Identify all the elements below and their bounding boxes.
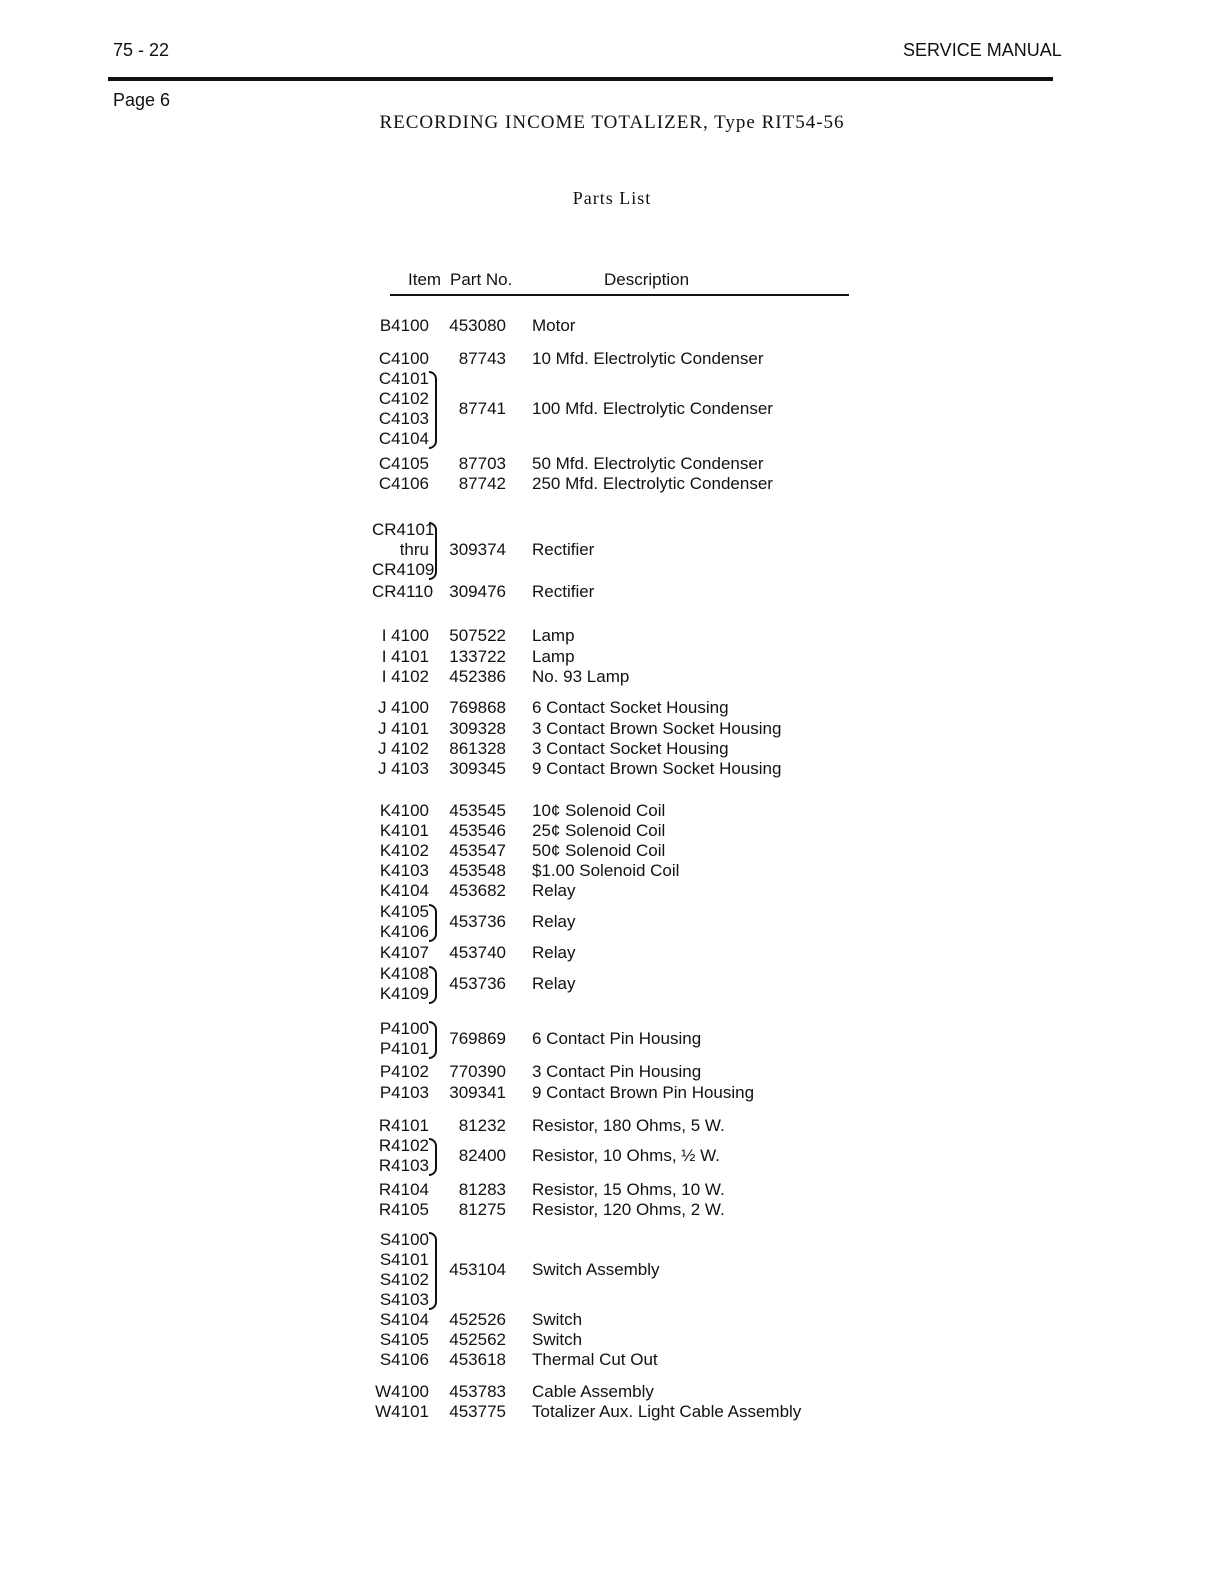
part-number: 309374 — [449, 540, 506, 559]
part-number: 453783 — [449, 1382, 506, 1401]
part-number: 453104 — [449, 1260, 506, 1279]
part-number: 452526 — [449, 1310, 506, 1329]
part-description: 250 Mfd. Electrolytic Condenser — [532, 474, 773, 493]
group-brace — [429, 1021, 437, 1059]
document-number: 75 - 22 — [113, 40, 170, 60]
part-number: 452562 — [449, 1330, 506, 1349]
part-number: 81283 — [458, 1180, 506, 1199]
item-id: K4107 — [379, 943, 429, 962]
group-brace — [429, 1138, 437, 1176]
part-number: 769868 — [449, 698, 506, 717]
part-number: 861328 — [449, 739, 506, 758]
part-number: 81232 — [458, 1116, 506, 1135]
part-description: Relay — [532, 912, 576, 931]
item-id: S4103 — [379, 1290, 429, 1309]
item-id: thru — [399, 540, 429, 559]
item-id: R4103 — [378, 1156, 429, 1175]
part-description: Rectifier — [532, 540, 595, 559]
part-number: 769869 — [449, 1029, 506, 1048]
item-id: C4100 — [378, 349, 429, 368]
item-id: CR4101 — [372, 520, 435, 539]
item-id: S4102 — [379, 1270, 429, 1289]
part-description: Thermal Cut Out — [532, 1350, 658, 1369]
part-number: 453736 — [449, 912, 506, 931]
header-rule — [108, 77, 1053, 81]
item-id: CR4109 — [372, 560, 435, 579]
part-description: 9 Contact Brown Socket Housing — [532, 759, 782, 778]
item-id: P4100 — [379, 1019, 429, 1038]
part-number: 87743 — [458, 349, 506, 368]
part-description: No. 93 Lamp — [532, 667, 630, 686]
item-id: K4100 — [379, 801, 429, 820]
column-header-part-no: Part No. — [450, 270, 513, 289]
part-number: 81275 — [458, 1200, 506, 1219]
part-number: 507522 — [449, 626, 506, 645]
item-id: K4105 — [379, 902, 429, 921]
item-id: C4106 — [378, 474, 429, 493]
item-id: K4103 — [379, 861, 429, 880]
part-number: 453548 — [449, 861, 506, 880]
item-id: I 4101 — [381, 647, 429, 666]
page-label: Page 6 — [113, 90, 171, 110]
part-number: 453545 — [449, 801, 506, 820]
item-id: J 4103 — [377, 759, 429, 778]
part-number: 309476 — [449, 582, 506, 601]
item-id: J 4101 — [377, 719, 429, 738]
manual-title: SERVICE MANUAL — [903, 40, 1062, 60]
item-id: P4102 — [379, 1062, 429, 1081]
part-number: 453618 — [449, 1350, 506, 1369]
item-id: R4104 — [378, 1180, 429, 1199]
part-number: 309345 — [449, 759, 506, 778]
item-id: P4103 — [379, 1083, 429, 1102]
part-description: Resistor, 15 Ohms, 10 W. — [532, 1180, 725, 1199]
item-id: J 4102 — [377, 739, 429, 758]
item-id: R4105 — [378, 1200, 429, 1219]
part-description: Rectifier — [532, 582, 595, 601]
part-description: 6 Contact Pin Housing — [532, 1029, 702, 1048]
part-description: 100 Mfd. Electrolytic Condenser — [532, 399, 773, 418]
part-description: $1.00 Solenoid Coil — [532, 861, 680, 880]
part-description: 25¢ Solenoid Coil — [532, 821, 666, 840]
item-id: K4106 — [379, 922, 429, 941]
part-number: 82400 — [458, 1146, 506, 1165]
part-description: 6 Contact Socket Housing — [532, 698, 729, 717]
document-title: RECORDING INCOME TOTALIZER, Type RIT54-56 — [379, 112, 845, 133]
item-id: K4101 — [379, 821, 429, 840]
part-description: Switch — [532, 1330, 583, 1349]
part-description: Relay — [532, 974, 576, 993]
part-description: 3 Contact Brown Socket Housing — [532, 719, 782, 738]
part-number: 453682 — [449, 881, 506, 900]
item-id: C4103 — [378, 409, 429, 428]
item-id: C4101 — [378, 369, 429, 388]
part-number: 453546 — [449, 821, 506, 840]
part-number: 453775 — [449, 1402, 506, 1421]
item-id: C4105 — [378, 454, 429, 473]
part-number: 87742 — [458, 474, 506, 493]
item-id: P4101 — [379, 1039, 429, 1058]
item-id: R4102 — [378, 1136, 429, 1155]
item-id: S4100 — [379, 1230, 429, 1249]
part-description: 3 Contact Socket Housing — [532, 739, 729, 758]
item-id: I 4100 — [381, 626, 429, 645]
part-description: Switch Assembly — [532, 1260, 660, 1279]
part-description: Relay — [532, 943, 576, 962]
part-description: Totalizer Aux. Light Cable Assembly — [532, 1402, 802, 1421]
item-id: B4100 — [379, 316, 429, 335]
part-description: Resistor, 120 Ohms, 2 W. — [532, 1200, 725, 1219]
column-header-item: Item — [408, 270, 442, 289]
item-id: K4104 — [379, 881, 429, 900]
part-description: 9 Contact Brown Pin Housing — [532, 1083, 755, 1102]
item-id: S4104 — [379, 1310, 429, 1329]
item-id: K4108 — [379, 964, 429, 983]
part-description: Lamp — [532, 647, 575, 666]
part-number: 87703 — [458, 454, 506, 473]
part-description: Relay — [532, 881, 576, 900]
group-brace — [429, 522, 437, 580]
part-description: 50¢ Solenoid Coil — [532, 841, 666, 860]
part-number: 133722 — [449, 647, 506, 666]
item-id: CR4110 — [372, 582, 434, 601]
group-brace — [429, 371, 437, 449]
part-number: 453547 — [449, 841, 506, 860]
part-number: 453080 — [449, 316, 506, 335]
item-id: S4105 — [379, 1330, 429, 1349]
item-id: I 4102 — [381, 667, 429, 686]
item-id: S4106 — [379, 1350, 429, 1369]
part-number: 453740 — [449, 943, 506, 962]
item-id: J 4100 — [377, 698, 429, 717]
item-id: W4101 — [375, 1402, 429, 1421]
section-title: Parts List — [572, 188, 652, 208]
group-brace — [429, 966, 437, 1004]
part-number: 87741 — [458, 399, 506, 418]
item-id: C4102 — [378, 389, 429, 408]
part-number: 309341 — [449, 1083, 506, 1102]
item-id: W4100 — [375, 1382, 429, 1401]
table-header-rule — [390, 294, 849, 296]
group-brace — [429, 904, 437, 942]
part-number: 309328 — [449, 719, 506, 738]
item-id: R4101 — [378, 1116, 429, 1135]
part-description: 50 Mfd. Electrolytic Condenser — [532, 454, 764, 473]
part-description: Cable Assembly — [532, 1382, 654, 1401]
group-brace — [429, 1232, 437, 1310]
column-header-description: Description — [604, 270, 690, 289]
item-id: K4109 — [379, 984, 429, 1003]
part-number: 452386 — [449, 667, 506, 686]
part-description: Switch — [532, 1310, 583, 1329]
item-id: C4104 — [378, 429, 429, 448]
part-description: Motor — [532, 316, 576, 335]
part-number: 770390 — [449, 1062, 506, 1081]
part-description: 3 Contact Pin Housing — [532, 1062, 702, 1081]
part-description: Resistor, 10 Ohms, ½ W. — [532, 1146, 721, 1165]
item-id: S4101 — [379, 1250, 429, 1269]
part-description: Lamp — [532, 626, 575, 645]
item-id: K4102 — [379, 841, 429, 860]
part-number: 453736 — [449, 974, 506, 993]
part-description: Resistor, 180 Ohms, 5 W. — [532, 1116, 725, 1135]
part-description: 10 Mfd. Electrolytic Condenser — [532, 349, 764, 368]
part-description: 10¢ Solenoid Coil — [532, 801, 666, 820]
